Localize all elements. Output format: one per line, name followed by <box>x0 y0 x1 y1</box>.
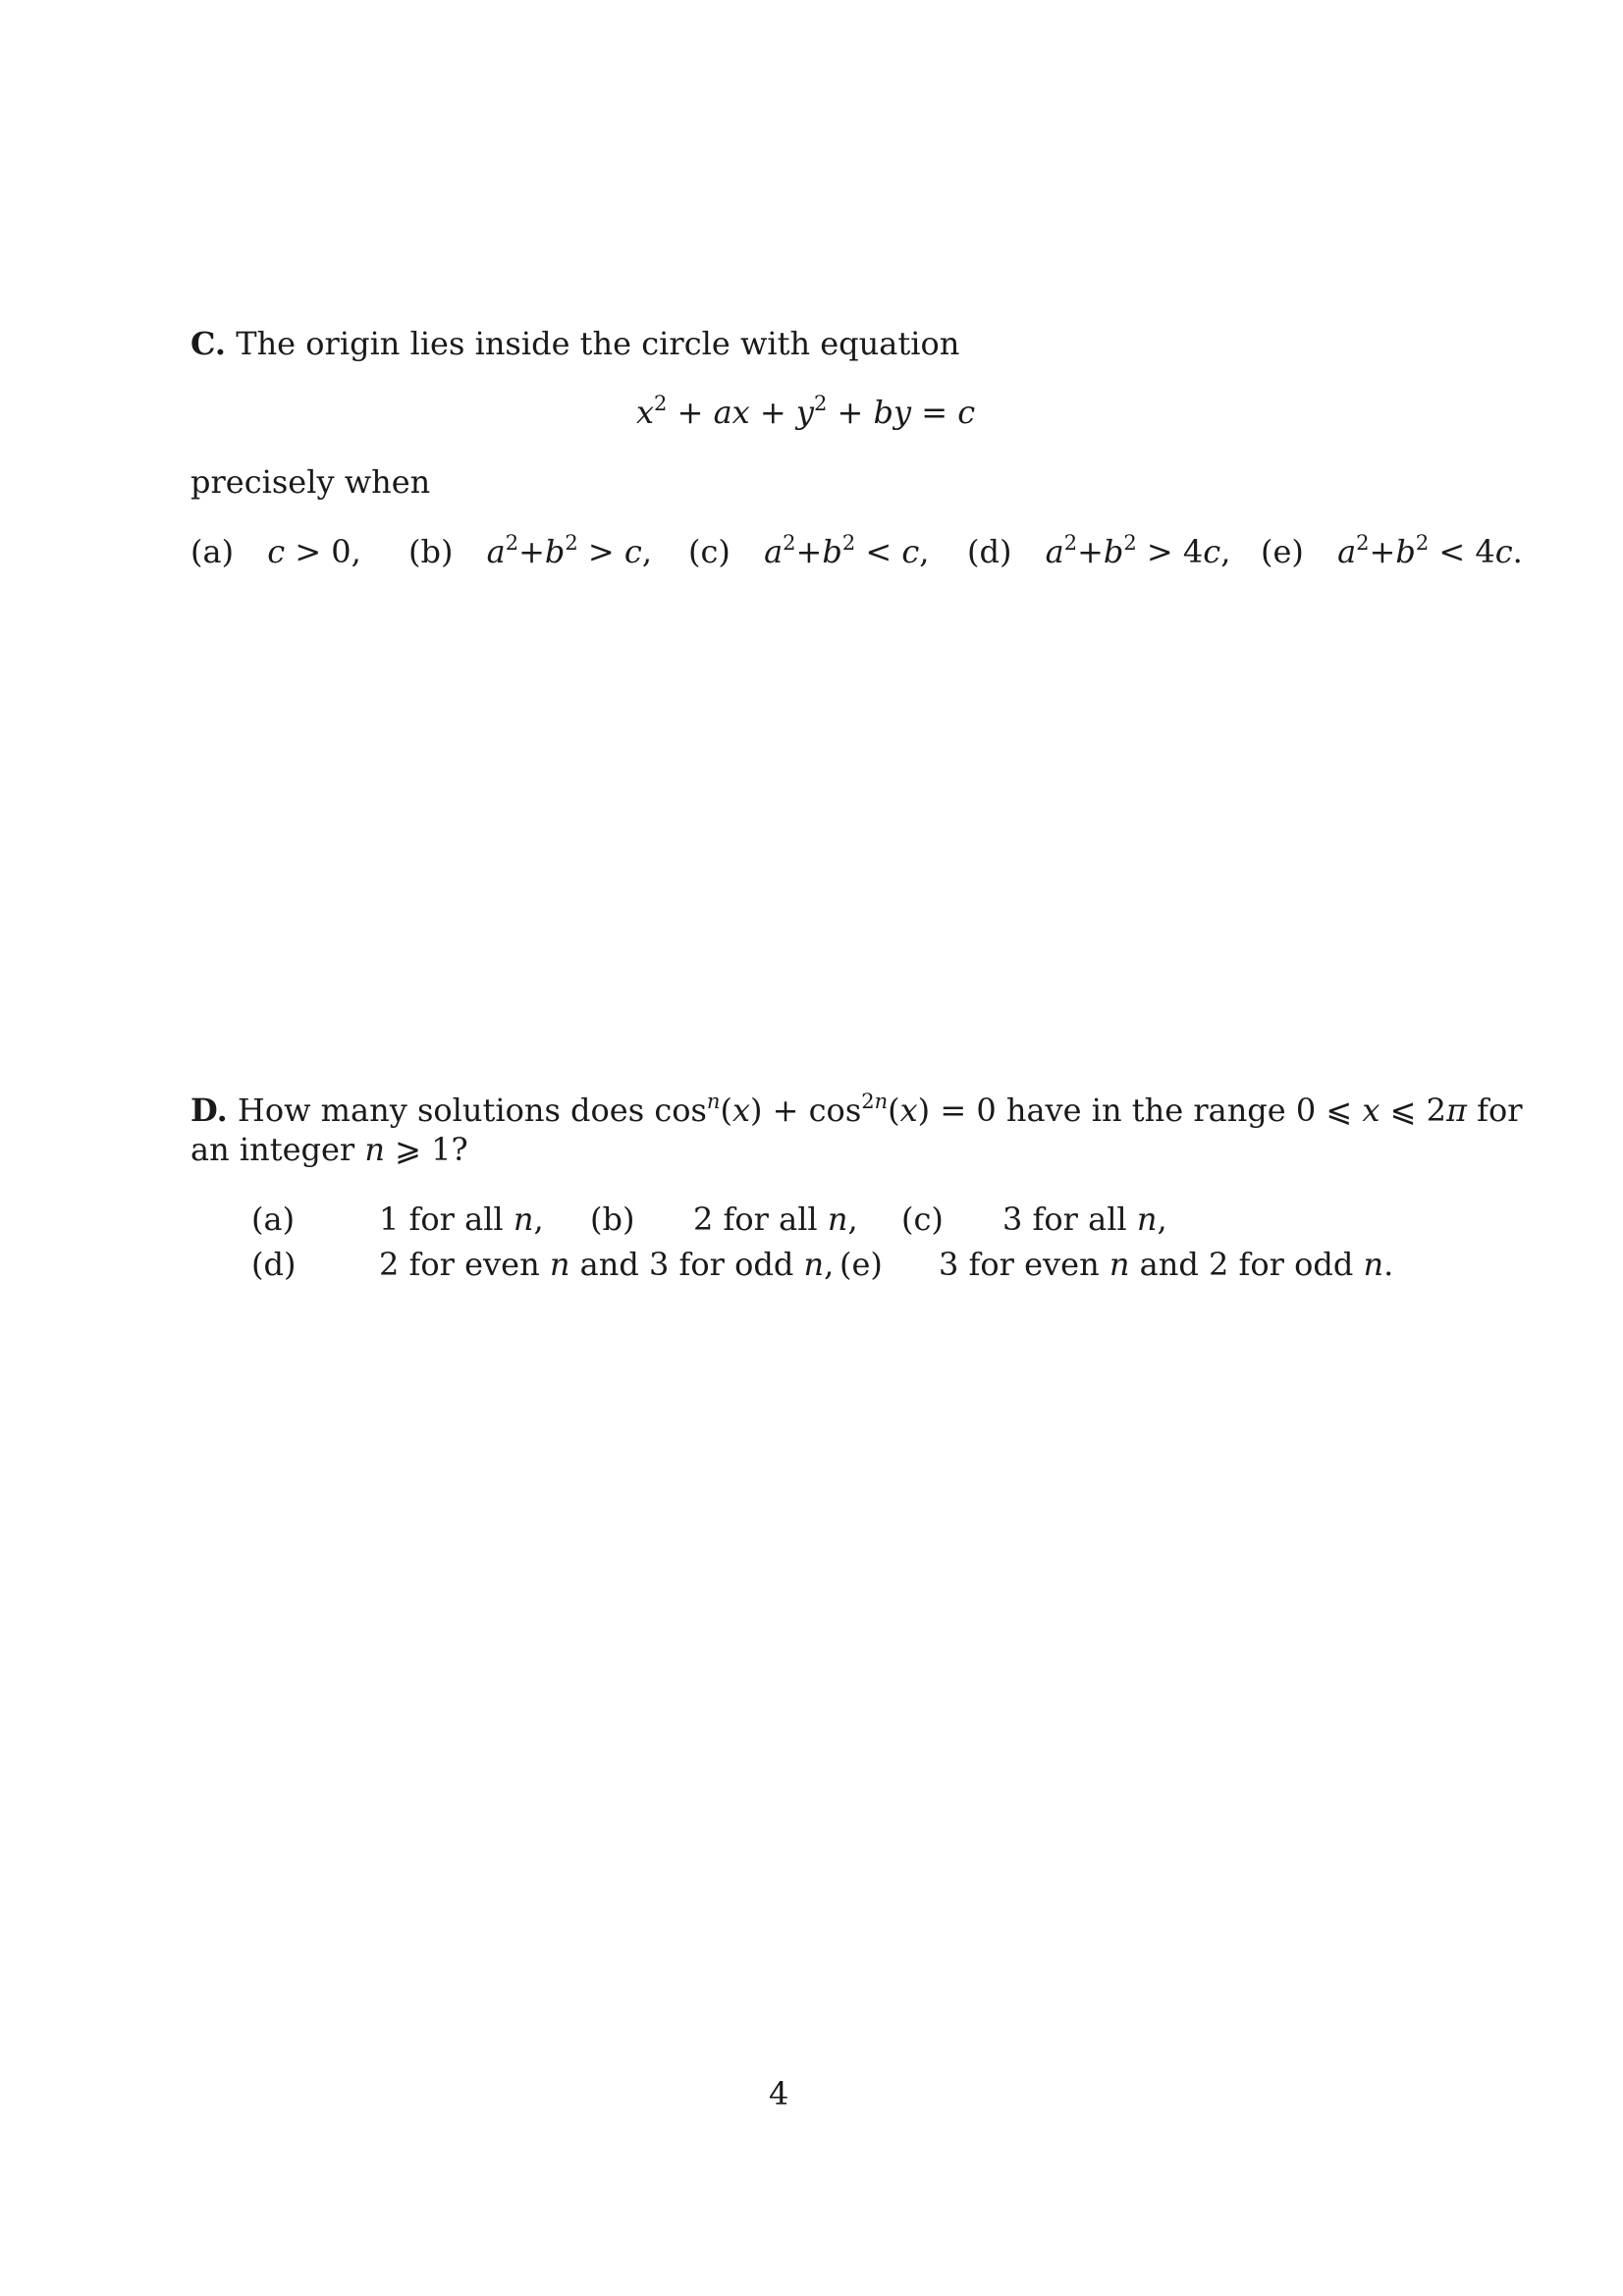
d-option-a-letter: (a) <box>251 1201 296 1238</box>
d-option-b-letter: (b) <box>590 1201 635 1238</box>
problem-d-question-line2: an integer n ⩾ 1? <box>190 1131 468 1168</box>
problem-d-q-start: How many solutions does <box>237 1092 645 1129</box>
c-option-e: (e) $a^2+b^2 < 4c$. <box>1261 531 1523 570</box>
d-option-d-text: 2 for even n and 3 for odd n, <box>379 1246 835 1283</box>
problem-c-tail: precisely when <box>190 463 431 501</box>
d-option-b-text: 2 for all n, <box>693 1201 858 1238</box>
d-option-d-letter: (d) <box>251 1246 297 1283</box>
c-option-d-letter: (d) <box>967 533 1012 570</box>
d-option-c-letter: (c) <box>901 1201 944 1238</box>
circle-equation: $x^2$ + ax + $y^2$ + by = c <box>636 392 976 431</box>
c-option-c: (c) $a^2+b^2 < c$, <box>688 531 930 570</box>
problem-c-intro: The origin lies inside the circle with equation <box>236 325 960 362</box>
range-inequality: 0 ⩽ x ⩽ 2π <box>1295 1092 1467 1129</box>
problem-d-q-end: have in the range <box>1005 1092 1286 1129</box>
c-option-e-letter: (e) <box>1261 533 1304 570</box>
c-option-b: (b) $a^2+b^2 > c$, <box>408 531 652 570</box>
c-option-a: (a) c > 0, <box>190 533 361 570</box>
d-option-e-letter: (e) <box>839 1246 883 1283</box>
c-option-a-letter: (a) <box>190 533 235 570</box>
page-number: 4 <box>769 2075 789 2112</box>
problem-d-question-line1 <box>190 1090 1523 1129</box>
d-option-a-text: 1 for all n, <box>379 1201 544 1238</box>
c-option-d: (d) $a^2+b^2 > 4c$, <box>967 531 1231 570</box>
problem-c-heading <box>190 325 960 362</box>
problem-d-line2-start: an integer <box>190 1131 355 1168</box>
c-option-c-letter: (c) <box>688 533 730 570</box>
d-option-e-text: 3 for even n and 2 for odd n. <box>939 1246 1394 1283</box>
problem-c-label: C. <box>190 325 227 362</box>
problem-d-label: D. <box>190 1092 228 1129</box>
d-option-c-text: 3 for all n, <box>1002 1201 1167 1238</box>
problem-d-q-for: for <box>1477 1092 1523 1129</box>
c-option-b-letter: (b) <box>408 533 454 570</box>
cos-equation: $\cos^n(x) + \cos^{2n}(x) = 0$ <box>654 1090 997 1129</box>
